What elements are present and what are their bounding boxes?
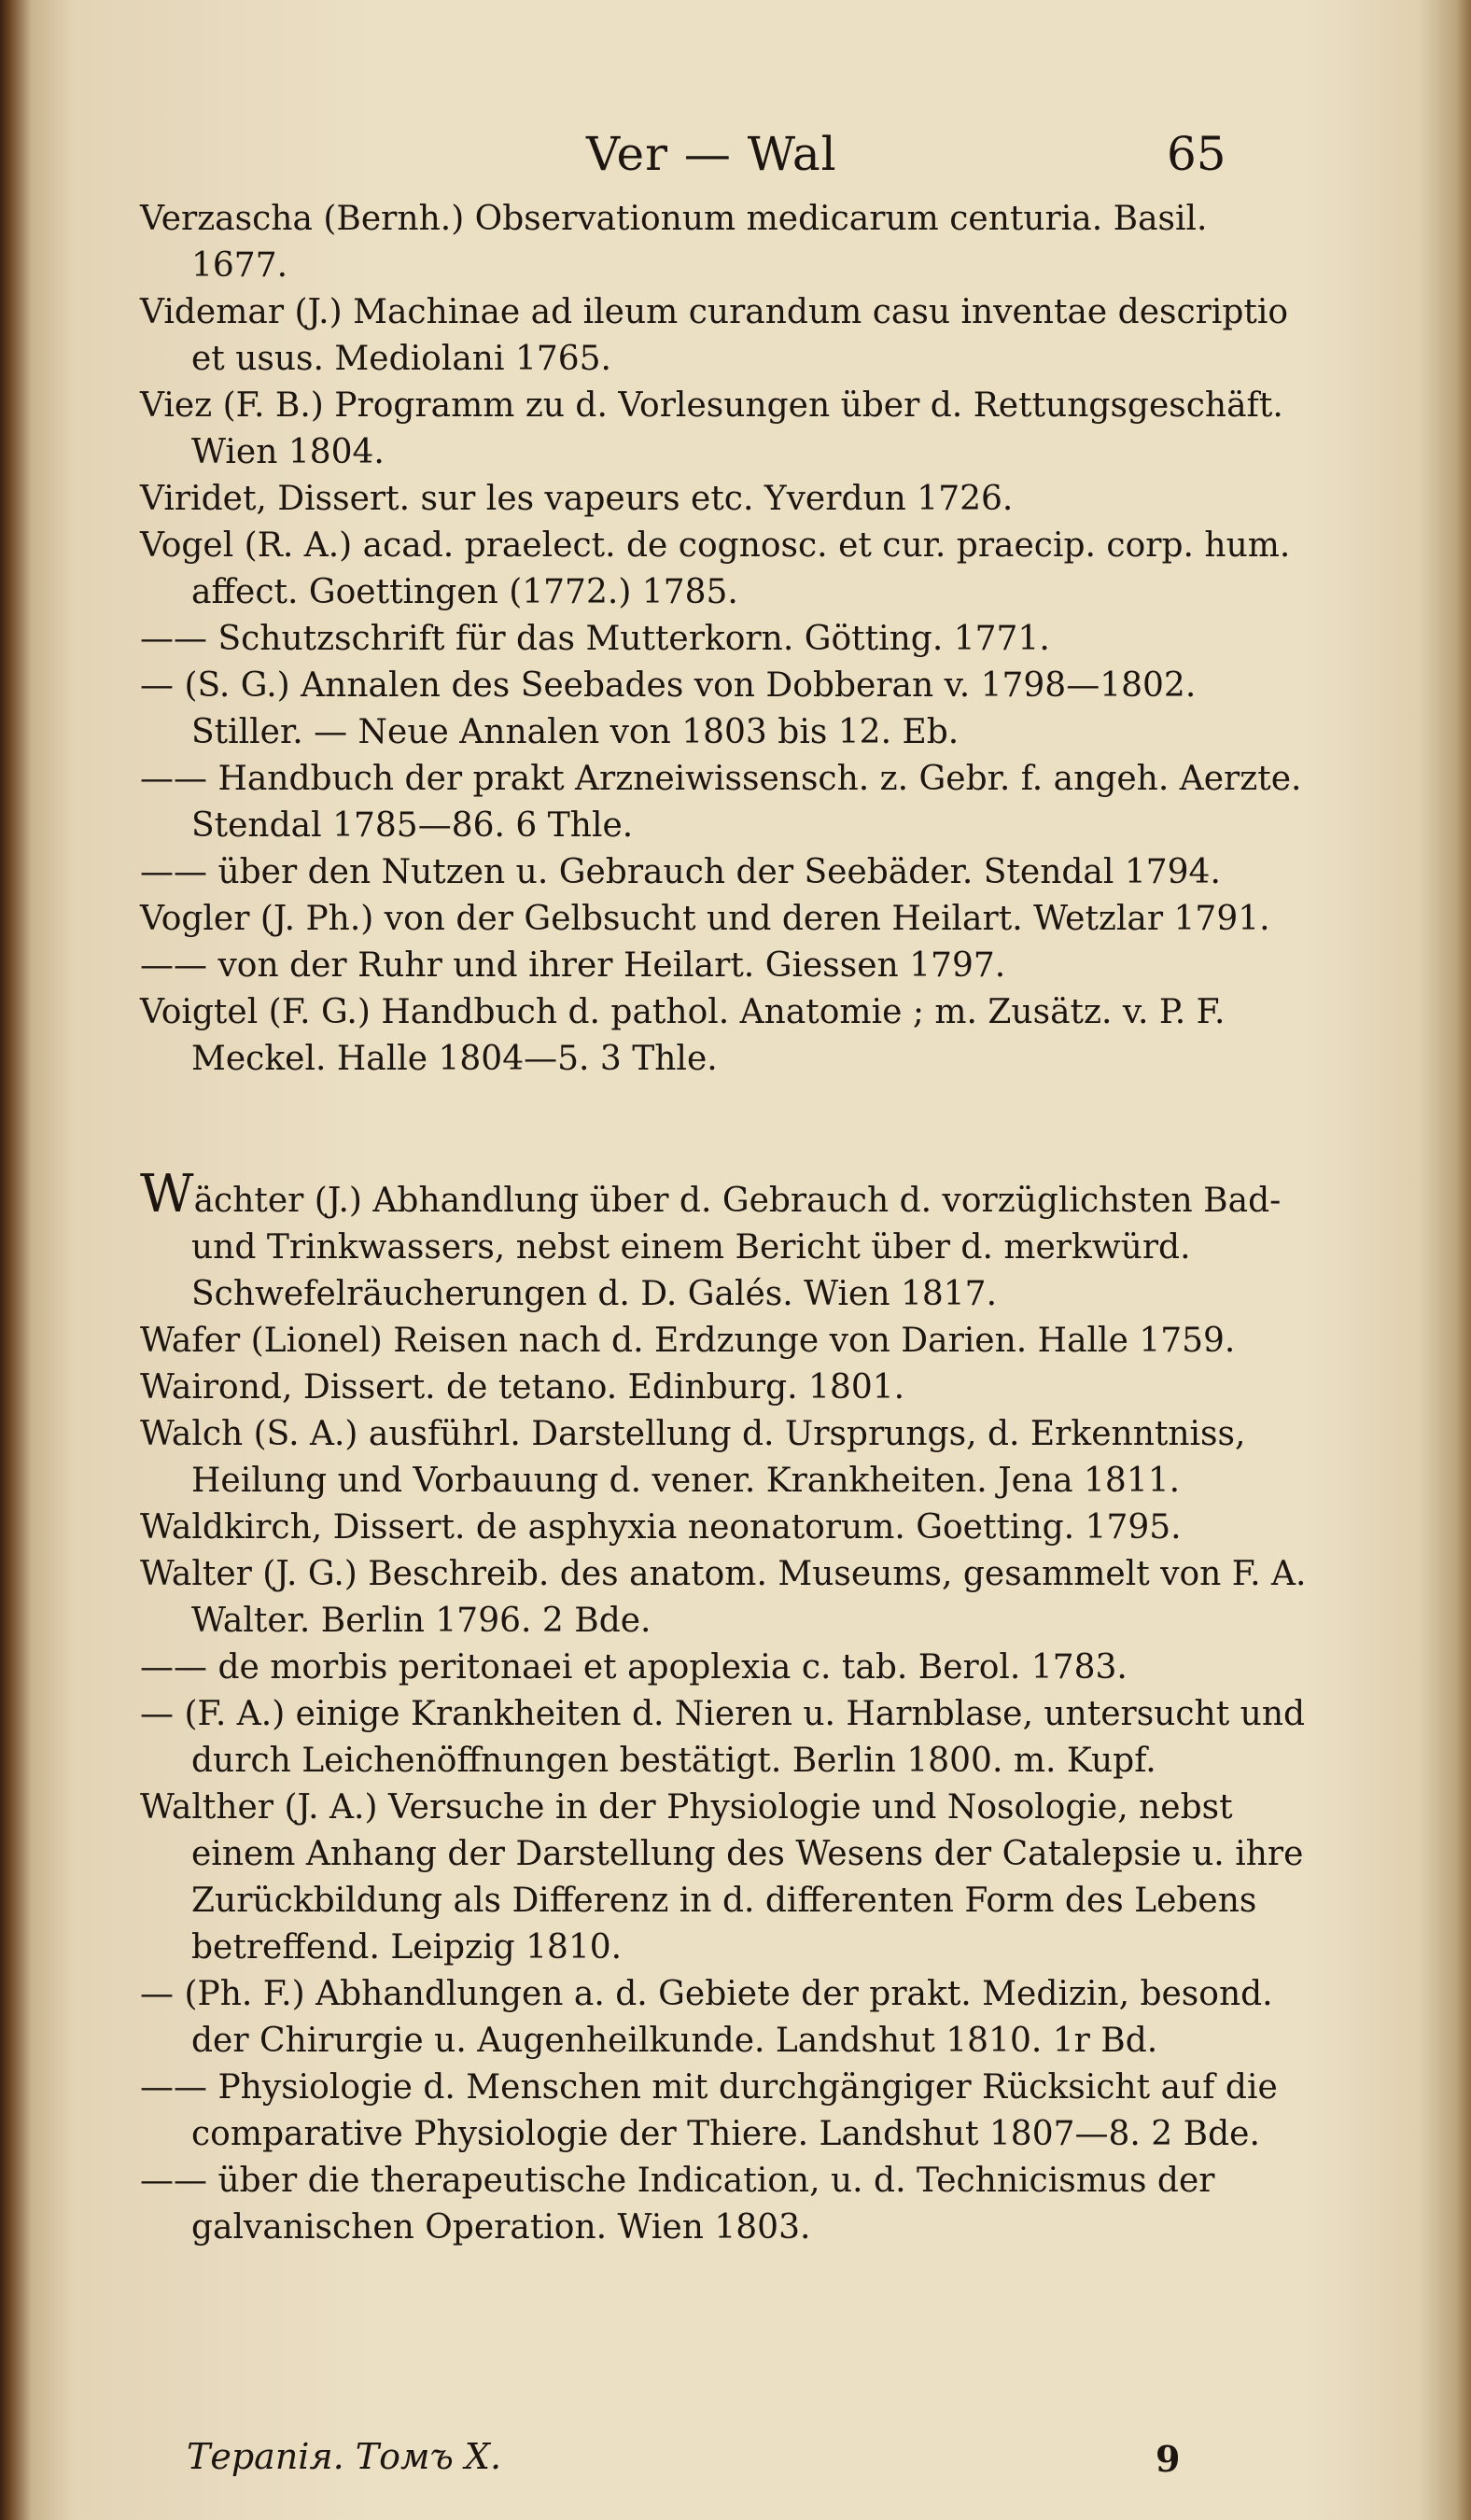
bibliography-entry: —— Schutzschrift für das Mutterkorn. Götting. 1771. — [140, 620, 1050, 658]
bibliography-entry: Viridet, Dissert. sur les vapeurs etc. Yverdun 1726. — [140, 480, 1014, 518]
bibliography-entry: Vogel (R. A.) acad. praelect. de cognosc. et cur. praecip. corp. hum. affect. Goettingen (1772.) 1785. — [140, 526, 1291, 611]
page-header — [0, 121, 1471, 196]
bibliography-entry: — (S. G.) Annalen des Seebades von Dobberan v. 1798—1802. Stiller. — Neue Annalen von 1803 bis 12. Eb. — [140, 666, 1197, 751]
bibliography-entry: —— über die therapeutische Indication, u. d. Technicismus der galvanischen Operation. Wien 1803. — [140, 2162, 1215, 2247]
bibliography-entry: Verzascha (Bernh.) Observationum medicarum centuria. Basil. 1677. — [140, 200, 1208, 285]
bibliography-entry: Walter (J. G.) Beschreib. des anatom. Museums, gesammelt von F. A. Walter. Berlin 1796. 2 Bde. — [140, 1555, 1307, 1640]
bibliography-entry: —— über den Nutzen u. Gebrauch der Seebäder. Stendal 1794. — [140, 853, 1221, 891]
bibliography-entry — [140, 1164, 1307, 1318]
bibliography-entry: Wairond, Dissert. de tetano. Edinburg. 1801. — [140, 1368, 905, 1407]
bibliography-list — [140, 196, 1307, 2251]
bibliography-entry: —— Physiologie d. Menschen mit durchgängiger Rücksicht auf die comparative Physiologie der Thiere. Landshut 1807—8. 2 Bde. — [140, 2068, 1278, 2153]
page-number: 65 — [1167, 127, 1226, 181]
entry-text: ächter (J.) Abhandlung über d. Gebrauch d. vorzüglichsten Bad- und Trinkwassers, nebst einem Bericht über d. merkwürd. Schwefelräucherungen d. D. Galés. Wien 1817. — [191, 1182, 1282, 1313]
bibliography-entry: —— de morbis peritonaei et apoplexia c. tab. Berol. 1783. — [140, 1648, 1128, 1687]
bibliography-entry: — (F. A.) einige Krankheiten d. Nieren u. Harnblase, untersucht und durch Leichenöffnungen bestätigt. Berlin 1800. m. Kupf. — [140, 1695, 1306, 1780]
bibliography-entry: Waldkirch, Dissert. de asphyxia neonatorum. Goetting. 1795. — [140, 1508, 1182, 1547]
running-title: Ver — Wal — [586, 127, 837, 181]
bibliography-entry: Videmar (J.) Machinae ad ileum curandum casu inventae descriptio et usus. Mediolani 1765. — [140, 293, 1289, 378]
bibliography-entry: Voigtel (F. G.) Handbuch d. pathol. Anatomie ; m. Zusätz. v. P. F. Meckel. Halle 1804—5. 3 Thle. — [140, 993, 1226, 1078]
bibliography-entry: — (Ph. F.) Abhandlungen a. d. Gebiete der prakt. Medizin, besond. der Chirurgie u. Augenheilkunde. Landshut 1810. 1r Bd. — [140, 1975, 1273, 2060]
bibliography-entry: Vogler (J. Ph.) von der Gelbsucht und deren Heilart. Wetzlar 1791. — [140, 900, 1270, 938]
section-gap — [140, 1083, 1307, 1169]
sheet-number: 9 — [1156, 2438, 1181, 2480]
bibliography-entry: Viez (F. B.) Programm zu d. Vorlesungen über d. Rettungsgeschäft. Wien 1804. — [140, 386, 1283, 471]
bibliography-entry: Walch (S. A.) ausführl. Darstellung d. Ursprungs, d. Erkenntniss, Heilung und Vorbauung d. vener. Krankheiten. Jena 1811. — [140, 1415, 1246, 1500]
bibliography-entry: Walther (J. A.) Versuche in der Physiologie und Nosologie, nebst einem Anhang der Darstellung des Wesens der Catalepsie u. ihre Zurückbildung als Differenz in d. differenten Form des Lebens betreffend. Leipzig 1810. — [140, 1788, 1304, 1967]
bibliography-entry: —— von der Ruhr und ihrer Heilart. Giessen 1797. — [140, 946, 1006, 985]
page-footer — [187, 2436, 1260, 2492]
bibliography-entry: Wafer (Lionel) Reisen nach d. Erdzunge von Darien. Halle 1759. — [140, 1322, 1236, 1360]
printer-signature: Терапія. Томъ X. — [187, 2436, 502, 2477]
section-dropcap: W — [140, 1164, 194, 1225]
bibliography-entry: —— Handbuch der prakt Arzneiwissensch. z. Gebr. f. angeh. Aerzte. Stendal 1785—86. 6 Thle. — [140, 760, 1302, 845]
